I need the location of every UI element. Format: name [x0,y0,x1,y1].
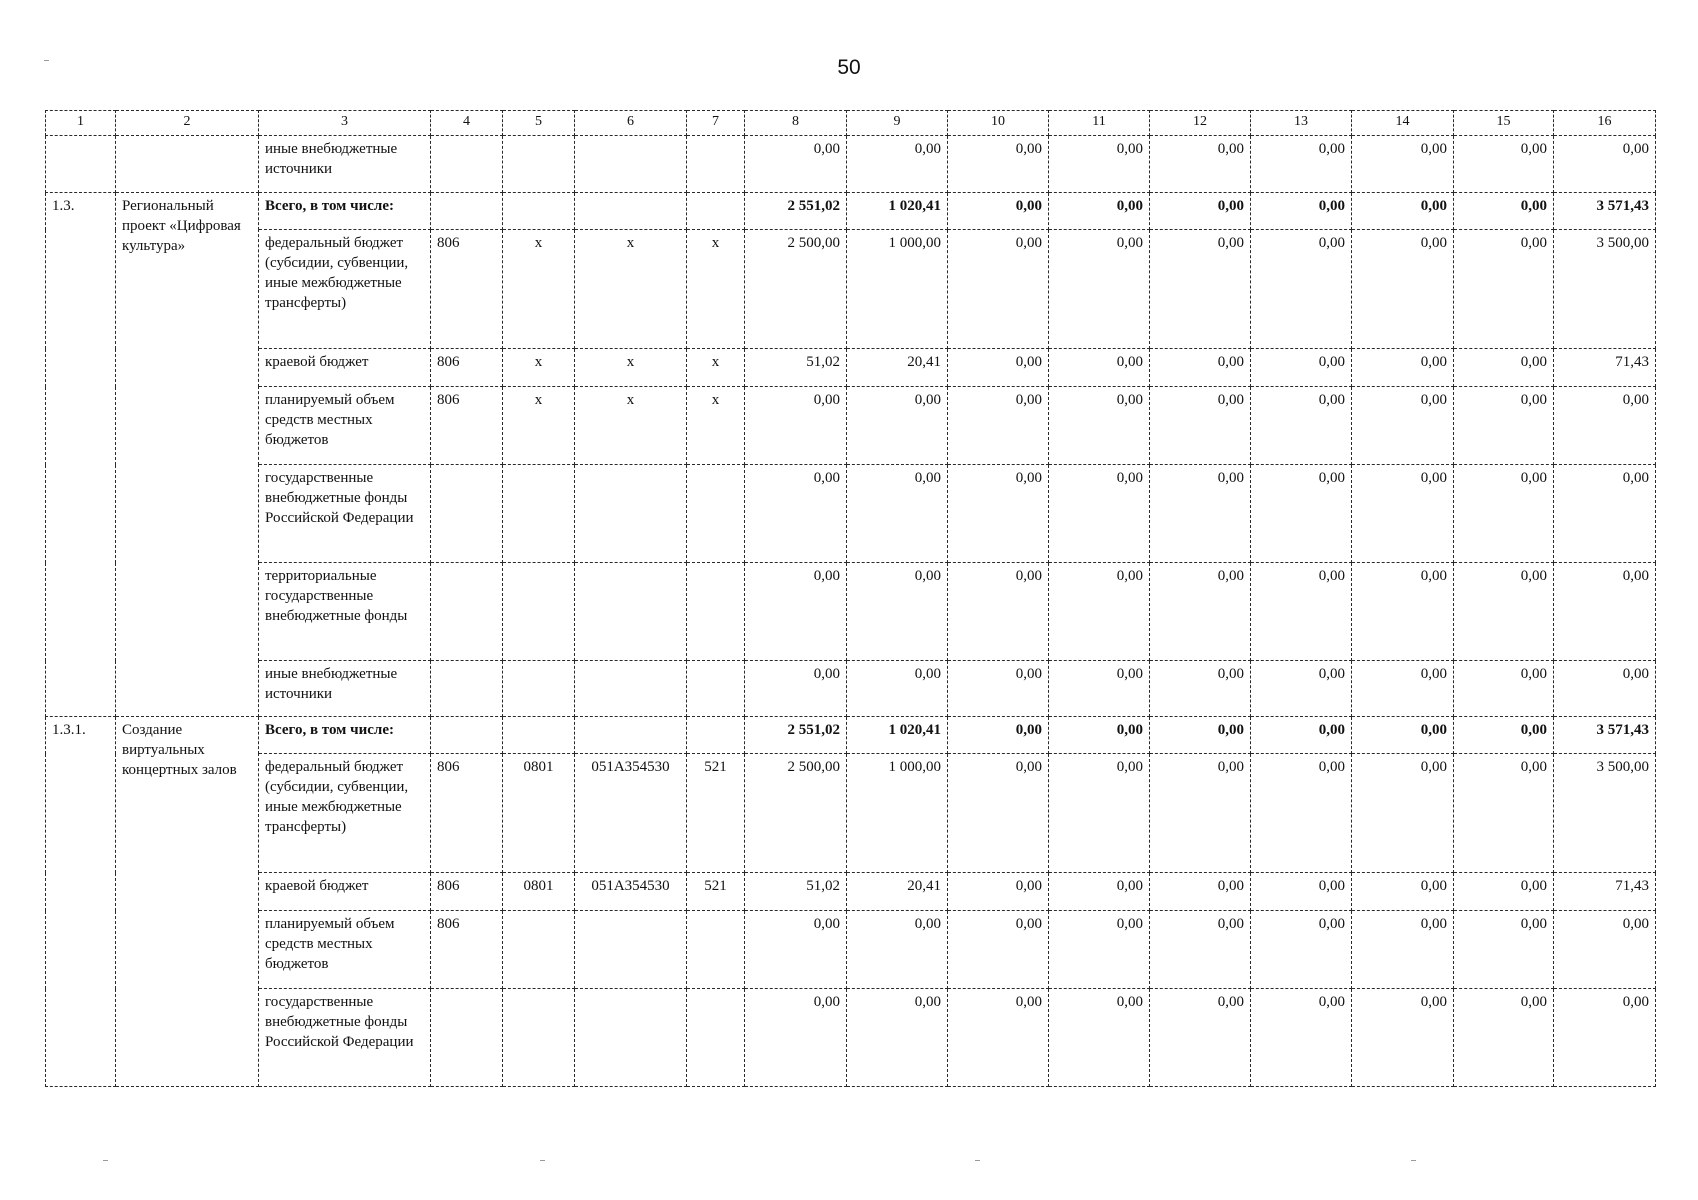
amount-cell: 0,00 [1150,193,1251,230]
header-cell: 12 [1150,111,1251,136]
amount-cell: 71,43 [1554,349,1656,387]
amount-cell: 0,00 [745,465,847,563]
amount-cell: 0,00 [1251,465,1352,563]
funding-source-cell: краевой бюджет [259,349,431,387]
amount-cell: 0,00 [948,911,1049,989]
amount-cell: 0,00 [1352,563,1454,661]
target-code-cell [575,717,687,754]
amount-cell: 0,00 [1150,717,1251,754]
table-row [46,911,1656,989]
item-code-cell [46,136,116,193]
target-code-cell [575,989,687,1087]
funding-source-cell: федеральный бюджет (субсидии, субвенции, иные межбюджетные трансферты) [259,754,431,873]
header-cell: 13 [1251,111,1352,136]
section-code-cell: 0801 [503,873,575,911]
amount-cell: 3 571,43 [1554,193,1656,230]
amount-cell: 0,00 [1554,911,1656,989]
amount-cell: 0,00 [847,136,948,193]
amount-cell: 0,00 [948,563,1049,661]
funding-source-cell: Всего, в том числе: [259,717,431,754]
amount-cell: 0,00 [847,989,948,1087]
amount-cell: 0,00 [1352,465,1454,563]
amount-cell: 2 551,02 [745,193,847,230]
amount-cell: 0,00 [1251,136,1352,193]
grbs-code-cell [431,465,503,563]
target-code-cell: х [575,387,687,465]
amount-cell: 0,00 [1352,661,1454,717]
header-cell: 11 [1049,111,1150,136]
amount-cell: 0,00 [1049,387,1150,465]
header-cell: 9 [847,111,948,136]
amount-cell: 0,00 [948,136,1049,193]
amount-cell: 0,00 [1251,193,1352,230]
page-number: 50 [837,56,861,79]
funding-source-cell: территориальные государственные внебюджетные фонды [259,563,431,661]
amount-cell: 2 500,00 [745,754,847,873]
table-row [46,717,1656,754]
grbs-code-cell [431,989,503,1087]
header-cell: 14 [1352,111,1454,136]
amount-cell: 0,00 [1554,136,1656,193]
table-row [46,563,1656,661]
amount-cell: 0,00 [1251,661,1352,717]
scan-artifact [44,60,49,61]
item-code-cell: 1.3. [46,193,116,717]
amount-cell: 0,00 [1251,230,1352,349]
table-row [46,661,1656,717]
amount-cell: 0,00 [1049,465,1150,563]
expense-type-cell [687,911,745,989]
item-name-cell: Региональный проект «Цифровая культура» [116,193,259,717]
amount-cell: 0,00 [1554,465,1656,563]
amount-cell: 0,00 [847,911,948,989]
section-code-cell: х [503,230,575,349]
expense-type-cell [687,989,745,1087]
section-code-cell [503,563,575,661]
amount-cell: 0,00 [1352,387,1454,465]
target-code-cell [575,911,687,989]
expense-type-cell [687,136,745,193]
table-row [46,754,1656,873]
target-code-cell [575,193,687,230]
amount-cell: 0,00 [745,387,847,465]
amount-cell: 1 020,41 [847,717,948,754]
amount-cell: 3 500,00 [1554,230,1656,349]
amount-cell: 0,00 [948,754,1049,873]
amount-cell: 0,00 [1049,661,1150,717]
funding-source-cell: краевой бюджет [259,873,431,911]
amount-cell: 0,00 [1352,754,1454,873]
section-code-cell [503,661,575,717]
grbs-code-cell: 806 [431,911,503,989]
amount-cell: 0,00 [948,873,1049,911]
amount-cell: 0,00 [1454,193,1554,230]
amount-cell: 0,00 [847,465,948,563]
amount-cell: 0,00 [1150,230,1251,349]
amount-cell: 0,00 [1454,387,1554,465]
amount-cell: 0,00 [948,349,1049,387]
amount-cell: 0,00 [1554,661,1656,717]
amount-cell: 0,00 [1554,563,1656,661]
amount-cell: 0,00 [1454,754,1554,873]
amount-cell: 0,00 [1454,661,1554,717]
funding-source-cell: планируемый объем средств местных бюджетов [259,911,431,989]
amount-cell: 0,00 [1454,873,1554,911]
table-row [46,989,1656,1087]
header-cell: 1 [46,111,116,136]
section-code-cell [503,989,575,1087]
amount-cell: 0,00 [847,387,948,465]
table-row [46,193,1656,230]
amount-cell: 0,00 [1150,349,1251,387]
amount-cell: 0,00 [1251,563,1352,661]
amount-cell: 0,00 [1251,911,1352,989]
header-cell: 10 [948,111,1049,136]
table-row [46,465,1656,563]
funding-source-cell: федеральный бюджет (субсидии, субвенции, иные межбюджетные трансферты) [259,230,431,349]
amount-cell: 0,00 [1454,989,1554,1087]
table-row [46,387,1656,465]
expense-type-cell: х [687,387,745,465]
amount-cell: 0,00 [948,193,1049,230]
amount-cell: 0,00 [1150,754,1251,873]
table-row [46,136,1656,193]
amount-cell: 51,02 [745,873,847,911]
header-row [46,111,1656,136]
header-cell: 2 [116,111,259,136]
amount-cell: 0,00 [745,911,847,989]
amount-cell: 0,00 [1150,873,1251,911]
amount-cell: 0,00 [1049,754,1150,873]
amount-cell: 0,00 [1251,873,1352,911]
table-row [46,873,1656,911]
target-code-cell: 051А354530 [575,754,687,873]
amount-cell: 0,00 [1352,136,1454,193]
amount-cell: 0,00 [847,563,948,661]
header-cell: 5 [503,111,575,136]
amount-cell: 0,00 [1150,911,1251,989]
amount-cell: 0,00 [1150,563,1251,661]
funding-source-cell: иные внебюджетные источники [259,136,431,193]
amount-cell: 0,00 [1454,911,1554,989]
amount-cell: 51,02 [745,349,847,387]
amount-cell: 2 500,00 [745,230,847,349]
amount-cell: 0,00 [1150,465,1251,563]
amount-cell: 0,00 [745,563,847,661]
header-cell: 3 [259,111,431,136]
amount-cell: 0,00 [1049,717,1150,754]
grbs-code-cell: 806 [431,349,503,387]
amount-cell: 0,00 [1049,349,1150,387]
target-code-cell: х [575,230,687,349]
target-code-cell [575,563,687,661]
amount-cell: 0,00 [1150,989,1251,1087]
section-code-cell [503,136,575,193]
grbs-code-cell [431,193,503,230]
amount-cell: 0,00 [1352,989,1454,1087]
amount-cell: 0,00 [745,661,847,717]
amount-cell: 0,00 [1049,563,1150,661]
header-cell: 15 [1454,111,1554,136]
grbs-code-cell: 806 [431,754,503,873]
amount-cell: 0,00 [1251,387,1352,465]
amount-cell: 0,00 [948,230,1049,349]
scan-artifact [975,1160,980,1161]
scan-artifact [1411,1160,1416,1161]
amount-cell: 0,00 [1049,193,1150,230]
funding-source-cell: государственные внебюджетные фонды Российской Федерации [259,465,431,563]
funding-source-cell: планируемый объем средств местных бюджетов [259,387,431,465]
expense-type-cell: х [687,349,745,387]
grbs-code-cell: 806 [431,873,503,911]
grbs-code-cell [431,136,503,193]
expense-type-cell: 521 [687,754,745,873]
section-code-cell [503,717,575,754]
expense-type-cell [687,193,745,230]
funding-source-cell: Всего, в том числе: [259,193,431,230]
amount-cell: 0,00 [1049,230,1150,349]
amount-cell: 0,00 [948,387,1049,465]
amount-cell: 0,00 [1049,911,1150,989]
amount-cell: 0,00 [1454,136,1554,193]
amount-cell: 20,41 [847,349,948,387]
amount-cell: 0,00 [847,661,948,717]
expense-type-cell [687,563,745,661]
scan-artifact [540,1160,545,1161]
target-code-cell: х [575,349,687,387]
amount-cell: 0,00 [1251,717,1352,754]
grbs-code-cell [431,563,503,661]
amount-cell: 0,00 [1251,989,1352,1087]
amount-cell: 1 020,41 [847,193,948,230]
amount-cell: 0,00 [1352,717,1454,754]
amount-cell: 2 551,02 [745,717,847,754]
header-cell: 6 [575,111,687,136]
amount-cell: 1 000,00 [847,230,948,349]
header-cell: 16 [1554,111,1656,136]
amount-cell: 0,00 [1251,754,1352,873]
amount-cell: 0,00 [1454,230,1554,349]
grbs-code-cell [431,717,503,754]
grbs-code-cell: 806 [431,230,503,349]
amount-cell: 0,00 [1049,136,1150,193]
header-cell: 8 [745,111,847,136]
section-code-cell [503,911,575,989]
target-code-cell [575,661,687,717]
grbs-code-cell: 806 [431,387,503,465]
target-code-cell: 051А354530 [575,873,687,911]
amount-cell: 0,00 [1554,989,1656,1087]
amount-cell: 0,00 [1454,465,1554,563]
amount-cell: 0,00 [1352,349,1454,387]
expense-type-cell [687,717,745,754]
target-code-cell [575,136,687,193]
amount-cell: 0,00 [1352,911,1454,989]
amount-cell: 0,00 [1150,387,1251,465]
amount-cell: 0,00 [1352,873,1454,911]
amount-cell: 20,41 [847,873,948,911]
grbs-code-cell [431,661,503,717]
header-cell: 4 [431,111,503,136]
amount-cell: 0,00 [948,717,1049,754]
item-name-cell: Создание виртуальных концертных залов [116,717,259,1087]
table-row [46,349,1656,387]
amount-cell: 0,00 [948,661,1049,717]
amount-cell: 0,00 [1150,661,1251,717]
item-code-cell: 1.3.1. [46,717,116,1087]
budget-table [45,110,1656,1087]
section-code-cell: х [503,387,575,465]
section-code-cell: 0801 [503,754,575,873]
amount-cell: 0,00 [745,989,847,1087]
table-row [46,230,1656,349]
expense-type-cell [687,661,745,717]
amount-cell: 3 500,00 [1554,754,1656,873]
section-code-cell: х [503,349,575,387]
amount-cell: 1 000,00 [847,754,948,873]
amount-cell: 0,00 [1049,873,1150,911]
amount-cell: 0,00 [948,465,1049,563]
target-code-cell [575,465,687,563]
amount-cell: 0,00 [1150,136,1251,193]
amount-cell: 0,00 [948,989,1049,1087]
amount-cell: 0,00 [1352,230,1454,349]
amount-cell: 0,00 [1352,193,1454,230]
amount-cell: 0,00 [1554,387,1656,465]
funding-source-cell: государственные внебюджетные фонды Российской Федерации [259,989,431,1087]
funding-source-cell: иные внебюджетные источники [259,661,431,717]
item-name-cell [116,136,259,193]
amount-cell: 0,00 [1454,349,1554,387]
amount-cell: 0,00 [745,136,847,193]
header-cell: 7 [687,111,745,136]
section-code-cell [503,465,575,563]
table-body [46,136,1656,1087]
scan-artifact [103,1160,108,1161]
expense-type-cell [687,465,745,563]
amount-cell: 0,00 [1454,717,1554,754]
expense-type-cell: х [687,230,745,349]
amount-cell: 0,00 [1454,563,1554,661]
amount-cell: 0,00 [1049,989,1150,1087]
amount-cell: 0,00 [1251,349,1352,387]
section-code-cell [503,193,575,230]
amount-cell: 3 571,43 [1554,717,1656,754]
expense-type-cell: 521 [687,873,745,911]
amount-cell: 71,43 [1554,873,1656,911]
